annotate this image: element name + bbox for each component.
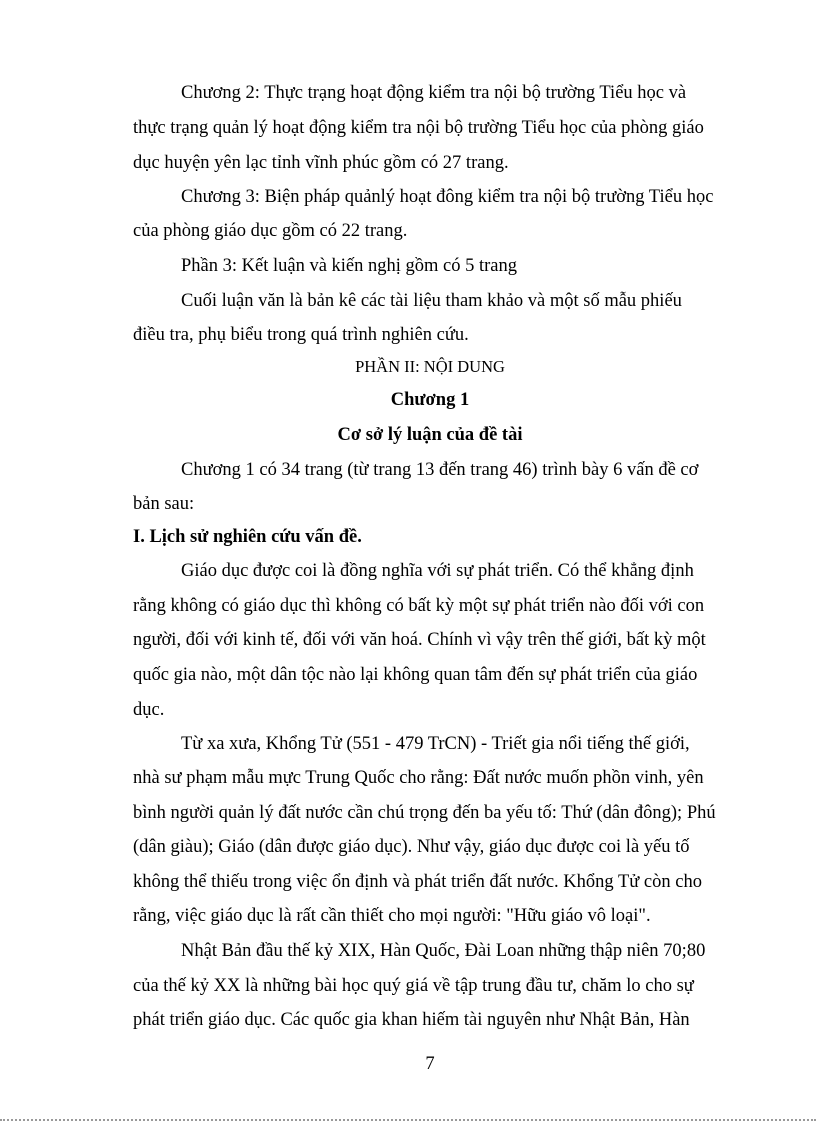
chapter-title: Chương 1 xyxy=(390,390,470,410)
page-bottom-border xyxy=(0,1119,816,1121)
paragraph-line: Chương 3: Biện pháp quảnlý hoạt đông kiểm tra nội bộ trường Tiểu học xyxy=(181,187,714,207)
paragraph-line: bản sau: xyxy=(133,494,195,514)
paragraph-line: Phần 3: Kết luận và kiến nghị gồm có 5 trang xyxy=(181,256,518,276)
paragraph-line: Nhật Bản đầu thế kỷ XIX, Hàn Quốc, Đài Loan những thập niên 70;80 xyxy=(181,941,706,961)
paragraph-line: dục. xyxy=(133,700,165,720)
paragraph-line: (dân giàu); Giáo (dân được giáo dục). Như vậy, giáo dục được coi là yếu tố xyxy=(133,837,690,857)
paragraph-line: người, đối với kinh tế, đối với văn hoá. Chính vì vậy trên thế giới, bất kỳ một xyxy=(133,630,706,650)
chapter-subtitle: Cơ sở lý luận của đề tài xyxy=(337,425,523,445)
paragraph-line: Từ xa xưa, Khổng Tử (551 - 479 TrCN) - Triết gia nổi tiếng thế giới, xyxy=(181,734,690,754)
paragraph-line: của thế kỷ XX là những bài học quý giá về tập trung đầu tư, chăm lo cho sự xyxy=(133,976,694,996)
paragraph-line: quốc gia nào, một dân tộc nào lại không quan tâm đến sự phát triển của giáo xyxy=(133,665,698,685)
paragraph-line: Giáo dục được coi là đồng nghĩa với sự phát triển. Có thể khẳng định xyxy=(181,561,694,581)
page-number: 7 xyxy=(425,1054,435,1074)
paragraph-line: rằng không có giáo dục thì không có bất kỳ một sự phát triển nào đối với con xyxy=(133,596,705,616)
paragraph-line: Chương 2: Thực trạng hoạt động kiểm tra nội bộ trường Tiểu học và xyxy=(181,83,687,103)
paragraph-line: bình người quản lý đất nước cần chú trọng đến ba yếu tố: Thứ (dân đông); Phú xyxy=(133,803,716,823)
paragraph-line: thực trạng quản lý hoạt động kiểm tra nội bộ trường Tiểu học của phòng giáo xyxy=(133,118,704,138)
paragraph-line: không thể thiếu trong việc ổn định và phát triển đất nước. Khổng Tử còn cho xyxy=(133,872,702,892)
paragraph-line: Cuối luận văn là bản kê các tài liệu tham khảo và một số mẫu phiếu xyxy=(181,291,682,311)
paragraph-line: điều tra, phụ biểu trong quá trình nghiên cứu. xyxy=(133,325,469,345)
paragraph-line: của phòng giáo dục gồm có 22 trang. xyxy=(133,221,408,241)
paragraph-line: nhà sư phạm mẫu mực Trung Quốc cho rằng: Đất nước muốn phồn vinh, yên xyxy=(133,768,704,788)
paragraph-line: rằng, việc giáo dục là rất cần thiết cho mọi người: "Hữu giáo vô loại". xyxy=(133,906,651,926)
paragraph-line: Chương 1 có 34 trang (từ trang 13 đến trang 46) trình bày 6 vấn đề cơ xyxy=(181,460,699,480)
paragraph-line: dục huyện yên lạc tỉnh vĩnh phúc gồm có 27 trang. xyxy=(133,153,509,173)
paragraph-line: phát triển giáo dục. Các quốc gia khan hiếm tài nguyên như Nhật Bản, Hàn xyxy=(133,1010,690,1030)
subsection-heading: I. Lịch sử nghiên cứu vấn đề. xyxy=(133,527,362,547)
section-heading: PHẦN II: NỘI DUNG xyxy=(355,357,505,376)
